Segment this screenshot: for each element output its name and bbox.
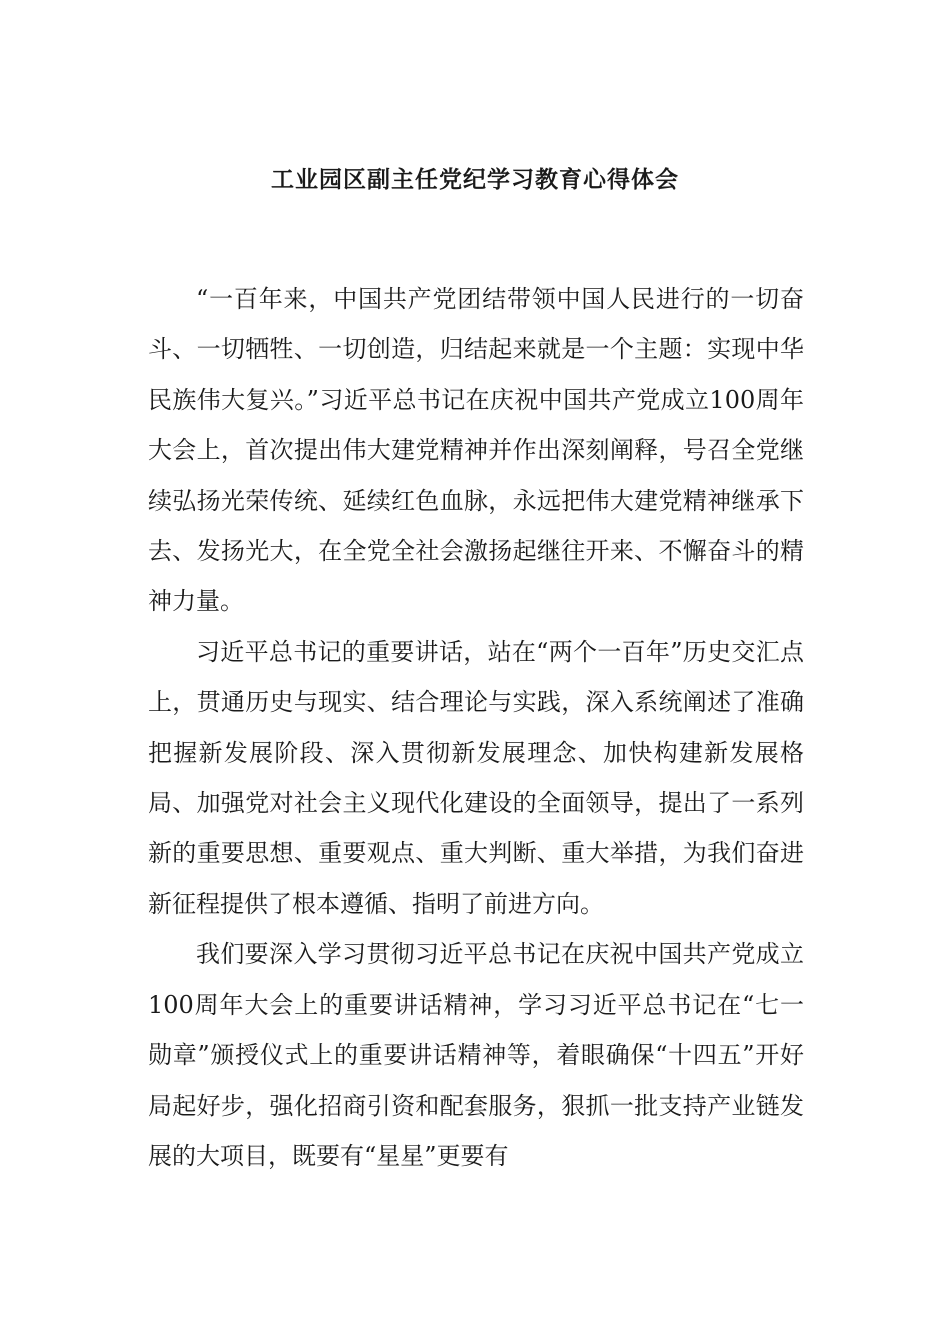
paragraph-3: 我们要深入学习贯彻习近平总书记在庆祝中国共产党成立100周年大会上的重要讲话精神，学习习近平总书记在“七一勋章”颁授仪式上的重要讲话精神等，着眼确保“十四五”开好局起好步，强化招商引资和配套服务，狠抓一批支持产业链发展的大项目，既要有“星星”更要有 bbox=[148, 940, 804, 1170]
document-body bbox=[148, 274, 804, 1181]
paragraph-2: 习近平总书记的重要讲话，站在“两个一百年”历史交汇点上，贯通历史与现实、结合理论与实践，深入系统阐述了准确把握新发展阶段、深入贯彻新发展理念、加快构建新发展格局、加强党对社会主义现代化建设的全面领导，提出了一系列新的重要思想、重要观点、重大判断、重大举措，为我们奋进新征程提供了根本遵循、指明了前进方向。 bbox=[148, 637, 804, 918]
paragraph-1: “一百年来，中国共产党团结带领中国人民进行的一切奋斗、一切牺牲、一切创造，归结起来就是一个主题：实现中华民族伟大复兴。”习近平总书记在庆祝中国共产党成立100周年大会上，首次提出伟大建党精神并作出深刻阐释，号召全党继续弘扬光荣传统、延续红色血脉，永远把伟大建党精神继承下去、发扬光大，在全党全社会激扬起继往开来、不懈奋斗的精神力量。 bbox=[148, 285, 804, 616]
document-title: 工业园区副主任党纪学习教育心得体会 bbox=[271, 167, 679, 193]
